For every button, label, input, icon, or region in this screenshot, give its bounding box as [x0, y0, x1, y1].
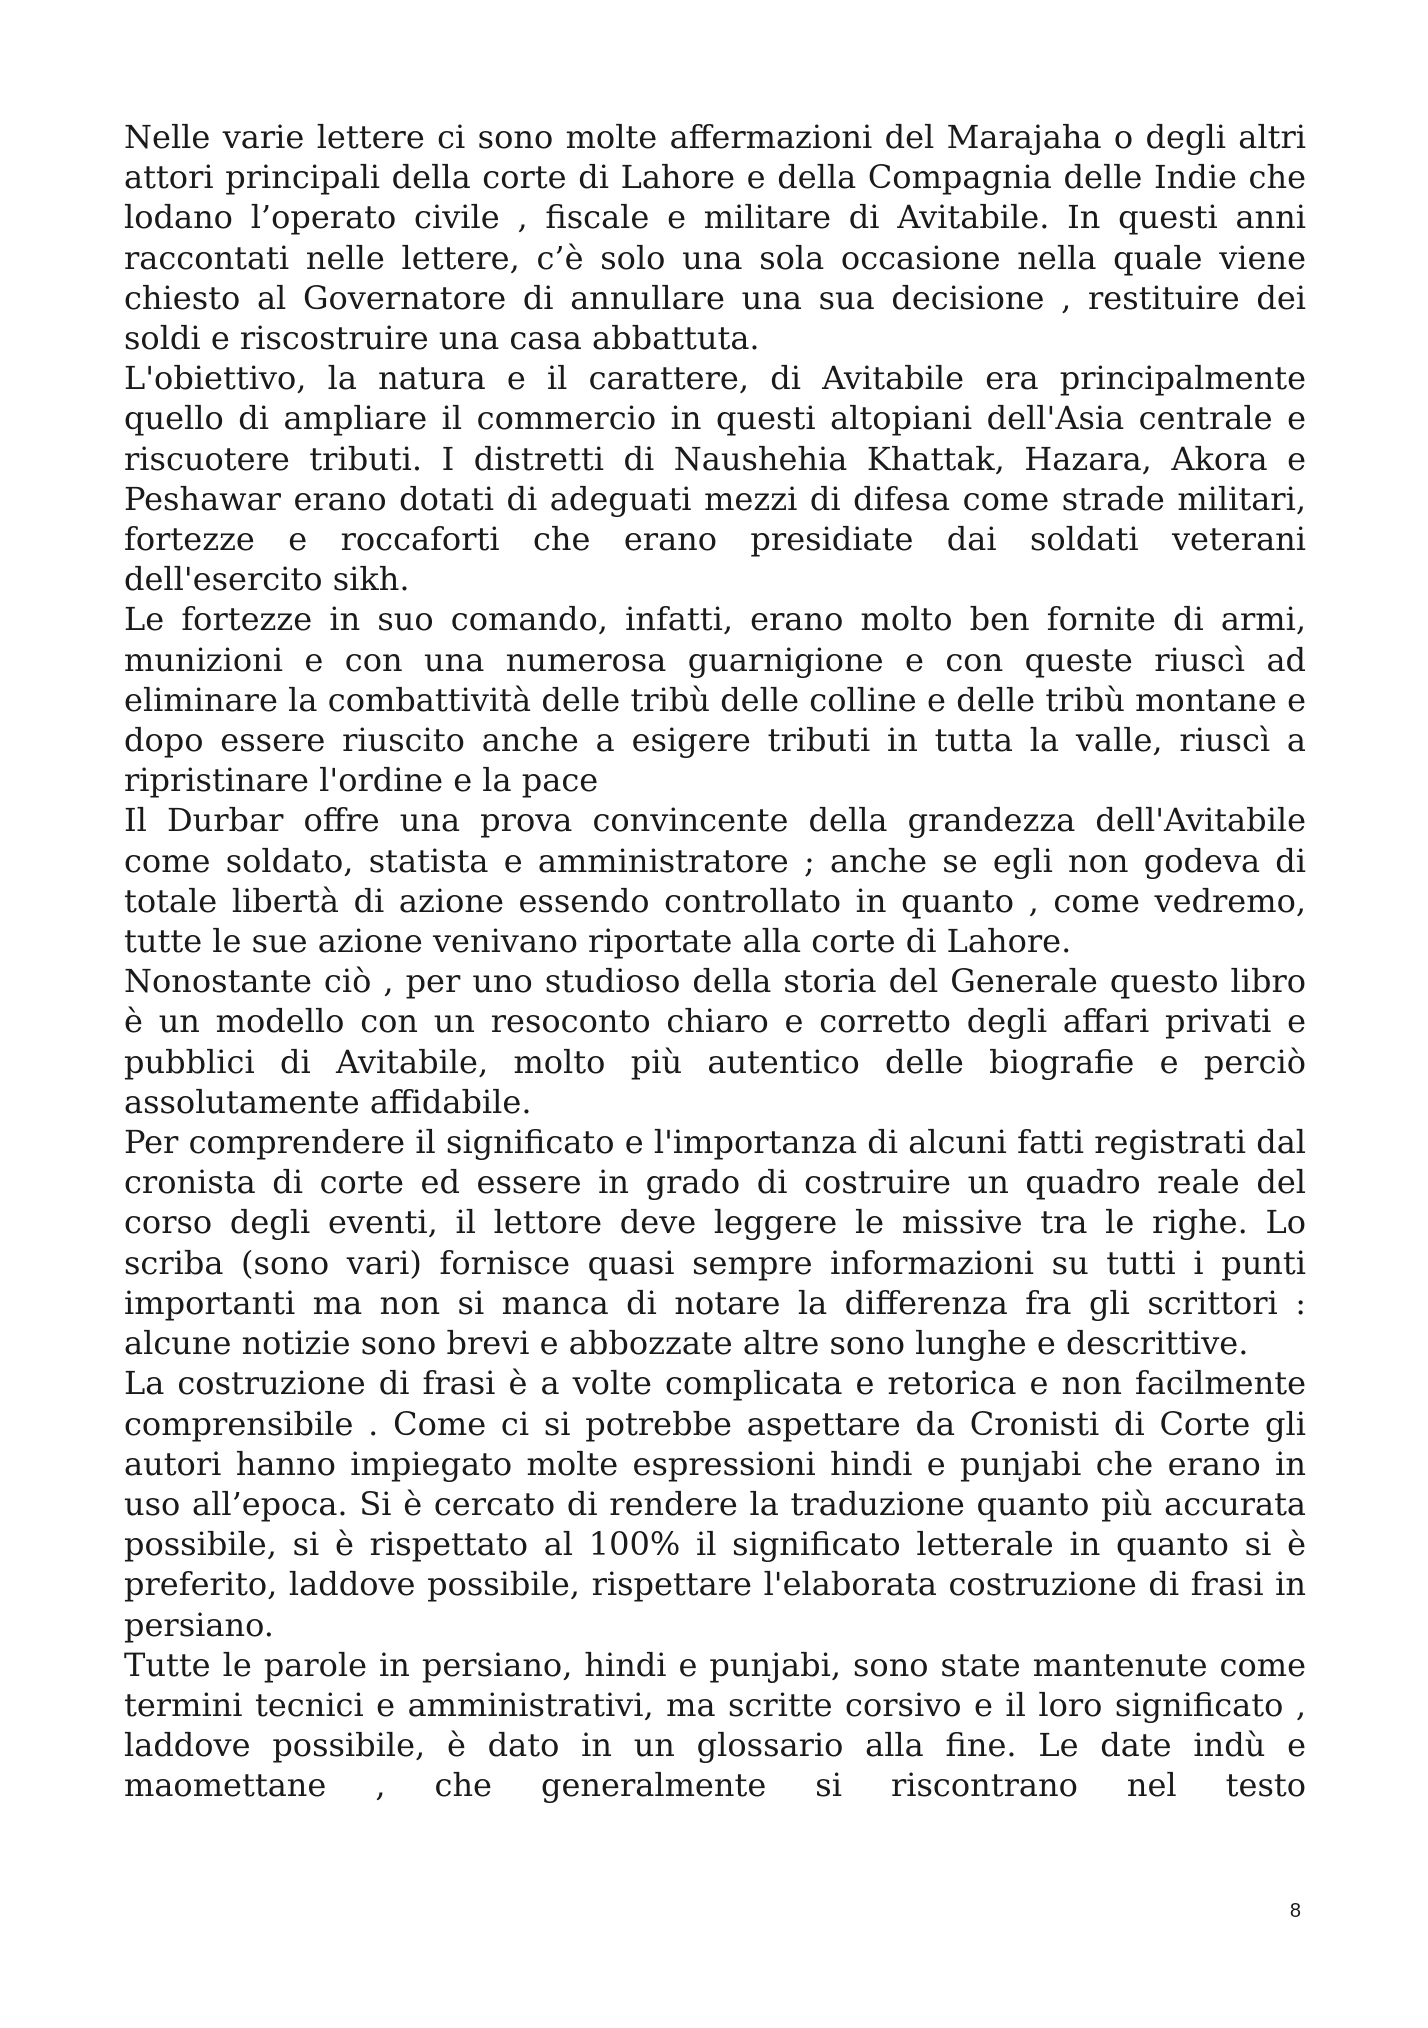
paragraph-3: Le fortezze in suo comando, infatti, erano molto ben fornite di armi, munizioni e con una numerosa guarnigione e con queste riuscì ad eliminare la combattività delle tribù delle colline e delle tribù montane e dopo essere riuscito anche a esigere tributi in tutta la valle, riuscì a ripristinare l'ordine e la pace [124, 600, 1306, 800]
paragraph-4: Il Durbar offre una prova convincente della grandezza dell'Avitabile come soldato, statista e amministratore ; anche se egli non godeva di totale libertà di azione essendo controllato in quanto , come vedremo, tutte le sue azione venivano riportate alla corte di Lahore. [124, 801, 1306, 961]
paragraph-1: Nelle varie lettere ci sono molte affermazioni del Marajaha o degli altri attori principali della corte di Lahore e della Compagnia delle Indie che lodano l’operato civile , fiscale e militare di Avitabile. In questi anni raccontati nelle lettere, c’è solo una sola occasione nella quale viene chiesto al Governatore di annullare una sua decisione , restituire dei soldi e riscostruire una casa abbattuta. [124, 118, 1306, 358]
paragraph-6: Per comprendere il significato e l'importanza di alcuni fatti registrati dal cronista di corte ed essere in grado di costruire un quadro reale del corso degli eventi, il lettore deve leggere le missive tra le righe. Lo scriba (sono vari) fornisce quasi sempre informazioni su tutti i punti importanti ma non si manca di notare la differenza fra gli scrittori : alcune notizie sono brevi e abbozzate altre sono lunghe e descrittive. [124, 1123, 1306, 1363]
page-number: 8 [1289, 1900, 1301, 1922]
paragraph-2: L'obiettivo, la natura e il carattere, di Avitabile era principalmente quello di ampliare il commercio in questi altopiani dell'Asia centrale e riscuotere tributi. I distretti di Naushehia Khattak, Hazara, Akora e Peshawar erano dotati di adeguati mezzi di difesa come strade militari, fortezze e roccaforti che erano presidiate dai soldati veterani dell'esercito sikh. [124, 359, 1306, 599]
paragraph-8: Tutte le parole in persiano, hindi e punjabi, sono state mantenute come termini tecnici e amministrativi, ma scritte corsivo e il loro significato , laddove possibile, è dato in un glossario alla fine. Le date indù e maomettane , che generalmente si riscontrano nel testo [124, 1645, 1306, 1805]
paragraph-5: Nonostante ciò , per uno studioso della storia del Generale questo libro è un modello con un resoconto chiaro e corretto degli affari privati e pubblici di Avitabile, molto più autentico delle biografie e perciò assolutamente affidabile. [124, 962, 1306, 1121]
paragraph-7: La costruzione di frasi è a volte complicata e retorica e non facilmente comprensibile . Come ci si potrebbe aspettare da Cronisti di Corte gli autori hanno impiegato molte espressioni hindi e punjabi che erano in uso all’epoca. Si è cercato di rendere la traduzione quanto più accurata possibile, si è rispettato al 100% il significato letterale in quanto si è preferito, laddove possibile, rispettare l'elaborata costruzione di frasi in persiano. [124, 1364, 1306, 1644]
body-text [124, 117, 1306, 1806]
